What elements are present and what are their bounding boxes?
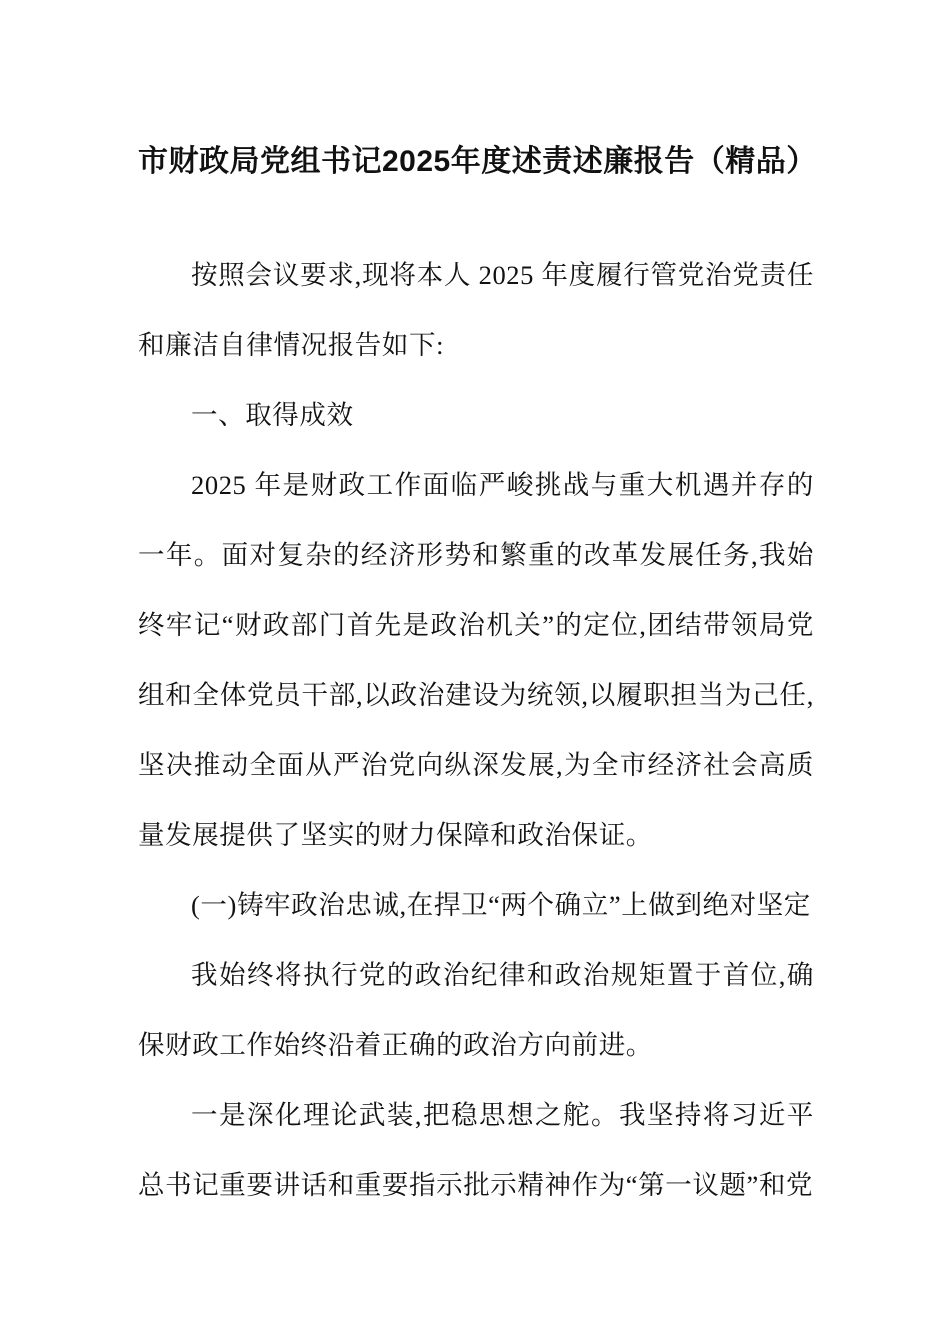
paragraph-body-3: 一是深化理论武装,把稳思想之舵。我坚持将习近平总书记重要讲话和重要指示批示精神作为“第一议题”和党	[138, 1100, 814, 1200]
paragraph-intro: 按照会议要求,现将本人 2025 年度履行管党治党责任和廉洁自律情况报告如下:	[138, 260, 814, 360]
subsection-heading-1: (一)铸牢政治忠诚,在捍卫“两个确立”上做到绝对坚定	[191, 890, 811, 920]
page-title: 市财政局党组书记2025年度述责述廉报告（精品）	[138, 145, 817, 178]
paragraph-body-1: 2025 年是财政工作面临严峻挑战与重大机遇并存的一年。面对复杂的经济形势和繁重的改革发展任务,我始终牢记“财政部门首先是政治机关”的定位,团结带领局党组和全体党员干部,以政治建设为统领,以履职担当为己任,坚决推动全面从严治党向纵深发展,为全市经济社会高质量发展提供了坚实的财力保障和政治保证。	[138, 470, 814, 850]
paragraph-body-2: 我始终将执行党的政治纪律和政治规矩置于首位,确保财政工作始终沿着正确的政治方向前进。	[138, 960, 814, 1060]
document-body	[138, 0, 817, 1220]
section-heading-1: 一、取得成效	[191, 400, 354, 430]
